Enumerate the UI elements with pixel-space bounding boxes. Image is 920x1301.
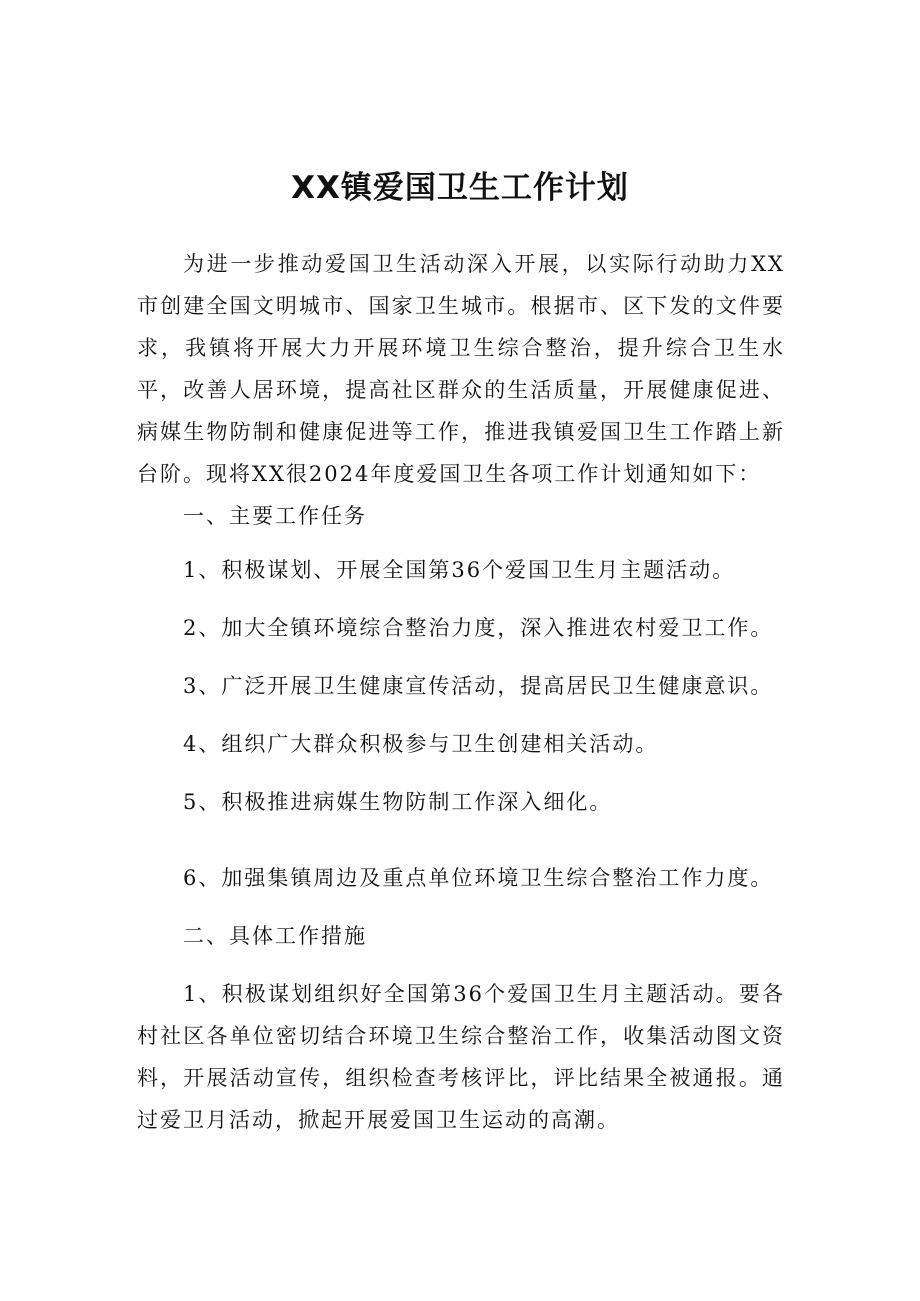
- document-body: [137, 243, 785, 1141]
- section-heading-measures: 二、具体工作措施: [183, 924, 367, 948]
- task-item: 4、组织广大群众积极参与卫生创建相关活动。: [183, 732, 659, 756]
- task-item: 2、加大全镇环境综合整治力度，深入推进农村爱卫工作。: [183, 616, 774, 640]
- document-title: XX镇爱国卫生工作计划: [291, 170, 629, 206]
- section-heading-main-tasks: 一、主要工作任务: [183, 504, 367, 528]
- task-item: 6、加强集镇周边及重点单位环境卫生综合整治工作力度。: [183, 866, 774, 890]
- task-item: 3、广泛开展卫生健康宣传活动，提高居民卫生健康意识。: [183, 674, 774, 698]
- intro-paragraph: 为进一步推动爱国卫生活动深入开展，以实际行动助力XX市创建全国文明城市、国家卫生城市。根据市、区下发的文件要求，我镇将开展大力开展环境卫生综合整治，提升综合卫生水平，改善人居环境，提高社区群众的生活质量，开展健康促进、病媒生物防制和健康促进等工作，推进我镇爱国卫生工作踏上新台阶。现将XX很2024年度爱国卫生各项工作计划通知如下：: [137, 252, 785, 486]
- task-item: 5、积极推进病媒生物防制工作深入细化。: [183, 790, 613, 814]
- task-item: 1、积极谋划、开展全国第36个爱国卫生月主题活动。: [183, 558, 736, 582]
- measure-paragraph: 1、积极谋划组织好全国第36个爱国卫生月主题活动。要各村社区各单位密切结合环境卫生综合整治工作，收集活动图文资料，开展活动宣传，组织检查考核评比，评比结果全被通报。通过爱卫月活动，掀起开展爱国卫生运动的高潮。: [137, 982, 785, 1132]
